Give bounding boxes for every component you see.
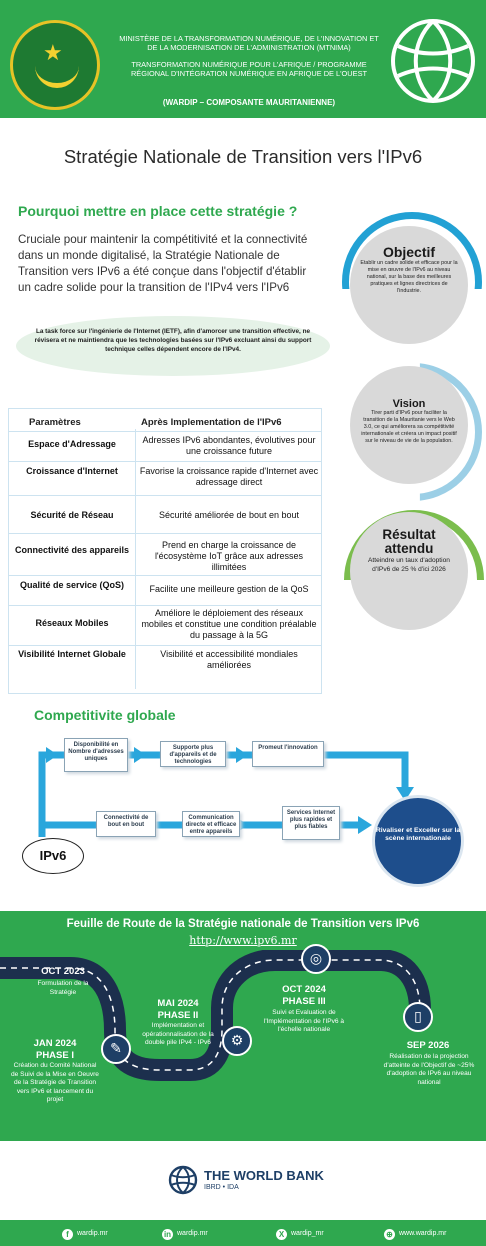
why-section-title: Pourquoi mettre en place cette stratégie ?: [18, 203, 298, 219]
vision-title: Vision: [392, 398, 426, 410]
objectif-title: Objectif: [382, 244, 436, 260]
rivaliser-label: Rivaliser et Exceller sur la scène internationale: [375, 827, 461, 842]
world-bank-sub: IBRD • IDA: [204, 1184, 239, 1191]
roadmap-title: Feuille de Route de la Stratégie nationale de Transition vers IPv6: [66, 918, 420, 930]
milestone-text: Création du Comité National de Suivi de la Mise en Oeuvre de la Stratégie de Transition vers IPv6 et lancement du projet: [11, 1062, 99, 1103]
mauritania-emblem-icon: ★: [10, 20, 100, 110]
row-after: Visibilité et accessibilité mondiales améliorées: [160, 649, 298, 670]
wardip-label: (WARDIP – COMPOSANTE MAURITANIENNE): [162, 98, 336, 107]
page-title: Stratégie Nationale de Transition vers l'IPv6: [63, 146, 423, 167]
flow-box-communication: Communication directe et efficace entre appareils: [182, 811, 240, 837]
row-after: Sécurité améliorée de bout en bout: [158, 510, 300, 520]
milestone-text: Suivi et Evaluation de l'Implémentation de l'IPv6 à l'échelle nationale: [263, 1009, 345, 1033]
milestone-date: SEP 2026: [406, 1040, 450, 1051]
linkedin-handle[interactable]: wardip.mr: [177, 1230, 208, 1237]
row-param: Connectivité des appareils: [14, 545, 130, 555]
linkedin-icon[interactable]: in: [163, 1230, 172, 1239]
x-handle[interactable]: wardip_mr: [291, 1230, 324, 1237]
table-header-after: Après Implementation de l'IPv6: [141, 417, 282, 428]
roadmap-url-link[interactable]: http://www.ipv6.mr: [189, 934, 297, 947]
milestone-date: MAI 2024: [157, 998, 199, 1009]
milestone-phase: PHASE II: [157, 1010, 199, 1021]
row-after: Adresses IPv6 abondantes, évolutives pour une croissance future: [142, 435, 316, 456]
world-bank-globe-icon: [390, 18, 476, 104]
pen-milestone-icon: ✎: [101, 1034, 131, 1064]
row-after: Améliore le déploiement des réseaux mobiles et constitue une condition préalable du passage à la 5G: [141, 608, 317, 640]
website-link[interactable]: www.wardip.mr: [399, 1230, 447, 1237]
row-after: Facilite une meilleure gestion de la QoS: [149, 584, 309, 594]
x-icon[interactable]: X: [276, 1229, 287, 1240]
flow-box-appareils: Supporte plus d'appareils et de technologies: [160, 741, 226, 767]
milestone-text: Implémentation et opérationnalisation de la double pile IPv4 - IPv6: [142, 1022, 214, 1046]
flow-box-services: Services Internet plus rapides et plus fiables: [282, 806, 340, 840]
row-divider: [9, 533, 321, 534]
vision-circle: [350, 366, 468, 484]
milestone-text: Réalisation de la projection d'atteinte de l'Objectif de ~25% d'adoption de IPv6 au niveau national: [383, 1053, 475, 1086]
milestone-text: Formulation de la Stratégie: [37, 980, 89, 996]
web-globe-icon[interactable]: ⊕: [384, 1229, 395, 1240]
objectif-body: Etablir un cadre solide et efficace pour la mise en œuvre de l'IPv6 au niveau national, sur la base des meilleures pratiques et lignes directrices de l'industrie.: [360, 260, 458, 294]
flow-box-connectivite: Connectivité de bout en bout: [96, 811, 156, 837]
ministry-name: MINISTÈRE DE LA TRANSFORMATION NUMÉRIQUE, DE L'INNOVATION ET DE LA MODERNISATION DE L'ADMINISTRATION (MTNIMA): [119, 34, 379, 52]
milestone-date: OCT 2023: [41, 966, 85, 977]
resultat-body: Atteindre un taux d'adoption d'IPv6 de 25 % d'ici 2026: [368, 557, 450, 573]
row-param: Réseaux Mobiles: [35, 618, 109, 628]
column-divider: [135, 429, 136, 689]
row-param: Qualité de service (QoS): [19, 580, 125, 590]
row-divider: [9, 575, 321, 576]
intro-paragraph: Cruciale pour maintenir la compétitivité et la connectivité dans un monde digitalisé, la Stratégie Nationale de Transition vers IPv6 a été conçue dans l'objectif d'établir un cadre solide pour la transition de l'IPv4 vers l'IPv6: [18, 233, 308, 294]
row-divider: [9, 645, 321, 646]
row-param: Espace d'Adressage: [28, 439, 116, 449]
resultat-circle: [350, 512, 468, 630]
milestone-phase: PHASE I: [35, 1050, 74, 1061]
globe-milestone-icon: ◎: [301, 944, 331, 974]
ietf-callout: La task force sur l'ingénierie de l'Internet (IETF), afin d'amorcer une transition effective, ne révisera et ne maintiendra que les technologies basées sur l'IPv6 excluant ainsi du support technique celles dépendent encore de l'IPv4.: [34, 328, 312, 353]
program-name: TRANSFORMATION NUMÉRIQUE POUR L'AFRIQUE / PROGRAMME RÉGIONAL D'INTÉGRATION NUMÉRIQUE EN AFRIQUE DE L'OUEST: [130, 60, 368, 78]
row-param: Croissance d'Internet: [26, 466, 118, 476]
milestone-phase: PHASE III: [282, 996, 326, 1007]
row-divider: [9, 495, 321, 496]
facebook-handle[interactable]: wardip.mr: [77, 1230, 108, 1237]
row-divider: [9, 461, 321, 462]
row-divider: [9, 605, 321, 606]
gear-milestone-icon: ⚙: [222, 1026, 252, 1056]
milestone-date: OCT 2024: [282, 984, 326, 995]
row-param: Visibilité Internet Globale: [18, 649, 126, 659]
tablet-milestone-icon: ▯: [403, 1002, 433, 1032]
competitivite-title: Competitivite globale: [34, 707, 176, 723]
objectif-circle: [350, 226, 468, 344]
table-header-param: Paramètres: [29, 417, 81, 428]
world-bank-name: THE WORLD BANK: [204, 1168, 324, 1183]
flow-box-innovation: Promeut l'innovation: [252, 741, 324, 767]
world-bank-logo-icon: [168, 1165, 198, 1195]
row-after: Favorise la croissance rapide d'Internet avec adressage direct: [139, 466, 319, 487]
ipv6-start: IPv6: [22, 838, 84, 874]
vision-body: Tirer parti d'IPv6 pour faciliter la transition de la Mauritanie vers le Web 3.0, ce qui améliorera sa compétitivité internationale et créera un impact positif sur le niveau de vie de la population.: [361, 410, 457, 444]
row-divider: [9, 431, 321, 432]
row-param: Sécurité de Réseau: [30, 510, 114, 520]
milestone-date: JAN 2024: [33, 1038, 77, 1049]
flow-box-adresses: Disponibilité en Nombre d'adresses uniques: [64, 738, 128, 772]
row-after: Prend en charge la croissance de l'écosystème IoT grâce aux adresses illimitées: [154, 540, 304, 572]
facebook-icon[interactable]: f: [62, 1229, 73, 1240]
parameters-table: [8, 408, 322, 694]
resultat-title: Résultat attendu: [382, 527, 436, 556]
